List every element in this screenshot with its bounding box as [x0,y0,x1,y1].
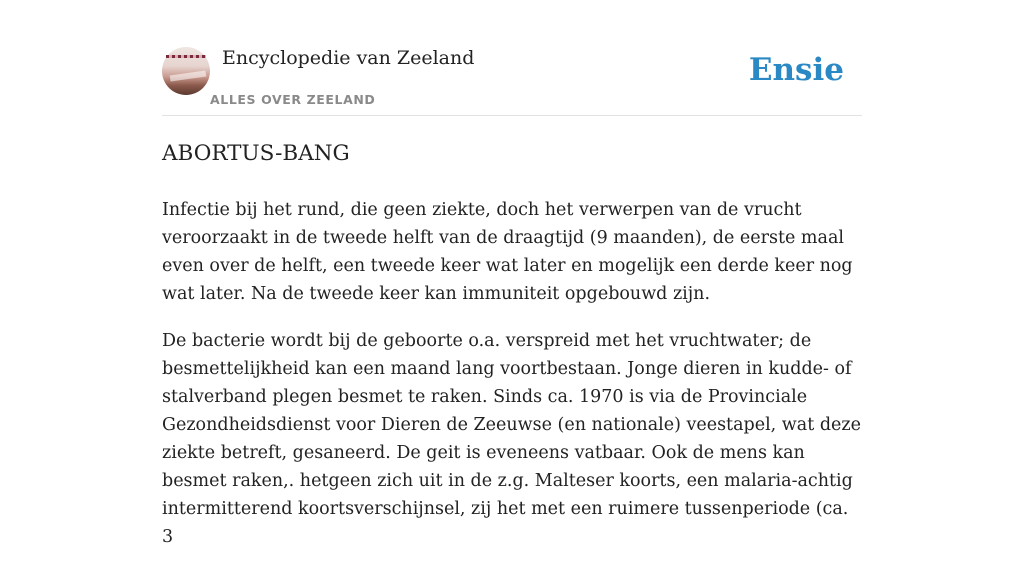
article-paragraph: De bacterie wordt bij de geboorte o.a. verspreid met het vruchtwater; de besmettelijkheid kan een maand lang voortbestaan. Jonge dieren in kudde- of stalverband plegen besmet te raken. Sinds ca. 1970 is via de Provinciale Gezondheidsdienst voor Dieren de Zeeuwse (en nationale) veestapel, wat deze ziekte betreft, gesaneerd. De geit is eveneens vatbaar. Ook de mens kan besmet raken,. hetgeen zich uit in de z.g. Malteser koorts, een malaria-achtig intermitterend koortsverschijnsel, zij het met een ruimere tussenperiode (ca. 3 [162,331,861,547]
site-title[interactable]: Encyclopedie van Zeeland [222,47,475,69]
header-divider [162,115,862,116]
brand-logo-link[interactable]: Ensie [748,52,844,88]
site-subtitle: ALLES OVER ZEELAND [210,92,376,107]
article-title: ABORTUS-BANG [162,141,350,166]
site-header [162,46,862,116]
avatar-decoration [166,55,206,58]
article [162,138,862,570]
avatar-highlight [170,71,206,82]
site-avatar[interactable] [162,47,210,95]
article-paragraph: Infectie bij het rund, die geen ziekte, doch het verwerpen van de vrucht veroorzaakt in de tweede helft van de draagtijd (9 maanden), de eerste maal even over de helft, een tweede keer wat later en mogelijk een derde keer nog wat later. Na de tweede keer kan immuniteit opgebouwd zijn. [162,200,853,304]
